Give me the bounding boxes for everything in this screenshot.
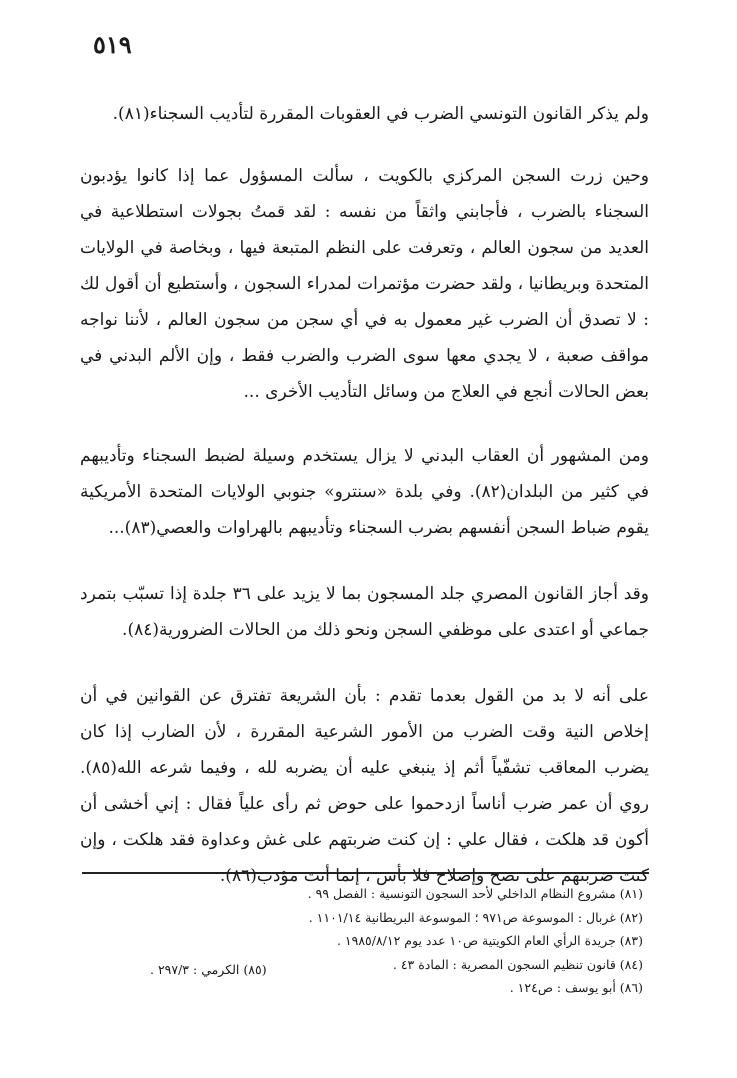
- main-text: [80, 96, 649, 894]
- footnote: (٨٦) أبو يوسف : ص١٢٤ .: [509, 980, 643, 995]
- footnote: (٨١) مشروع النظام الداخلي لأحد السجون التونسية : الفصل ٩٩ .: [307, 886, 643, 901]
- footnote: (٨٣) جريدة الرأي العام الكويتية ص١٠ عدد يوم ١٩٨٥/٨/١٢ .: [336, 933, 643, 948]
- paragraph: ومن المشهور أن العقاب البدني لا يزال يستخدم وسيلة لضبط السجناء وتأديبهم في كثير من البلدان(٨٢). وفي بلدة «سنترو» جنوبي الولايات المتحدة الأمريكية يقوم ضباط السجن أنفسهم بضرب السجناء وتأديبهم بالهراوات والعصي(٨٣)...: [80, 446, 649, 538]
- footnote-divider: [82, 872, 649, 874]
- paragraph: ولم يذكر القانون التونسي الضرب في العقوبات المقررة لتأديب السجناء(٨١).: [112, 104, 649, 124]
- paragraph: على أنه لا بد من القول بعدما تقدم : بأن الشريعة تفترق عن القوانين في أن إخلاص النية وقت الضرب من الأمور الشرعية المقررة ، لأن الضارب إذا كان يضرب المعاقب تشفّياً أثم إذ ينبغي عليه أن يضربه لله ، وفيما شرعه الله(٨٥). روي أن عمر ضرب أناساً ازدحموا على حوض ثم رأى علياً فقال : إني أخشى أن أكون قد هلكت ، فقال علي : إن كنت ضربتهم على غش وعداوة فقد هلكت ، وإن كنت ضربتهم على نصح وإصلاح فلا بأس ، إنما أنت مؤدب(٨٦).: [80, 686, 649, 886]
- paragraph: وقد أجاز القانون المصري جلد المسجون بما لا يزيد على ٣٦ جلدة إذا تسبّب بتمرد جماعي أو اعتدى على موظفي السجن ونحو ذلك من الحالات الضرورية(٨٤).: [80, 584, 649, 640]
- footnote: (٨٤) قانون تنظيم السجون المصرية : المادة ٤٣ .: [392, 956, 643, 972]
- page-number: ٥١٩: [93, 30, 132, 59]
- footnotes-list: [223, 882, 643, 1000]
- footnote-side: (٨٥) الكرمي : ٢٩٧/٣ .: [150, 962, 267, 977]
- footnote: (٨٢) غربال : الموسوعة ص٩٧١ ؛ الموسوعة البريطانية ١١٠١/١٤ .: [308, 909, 643, 925]
- paragraph: وحين زرت السجن المركزي بالكويت ، سألت المسؤول عما إذا كانوا يؤدبون السجناء بالضرب ، فأجابني واثقاً من نفسه : لقد قمتُ بجولات استطلاعية في العديد من سجون العالم ، وتعرفت على النظم المتبعة فيها ، وبخاصة في الولايات المتحدة وبريطانيا ، ولقد حضرت مؤتمرات لمدراء السجون ، وأستطيع أن أقول لك : لا تصدق أن الضرب غير معمول به في أي سجن من سجون العالم ، لأننا نواجه مواقف صعبة ، لا يجدي معها سوى الضرب والضرب فقط ، وإن الألم البدني في بعض الحالات أنجع في العلاج من وسائل التأديب الأخرى ...: [80, 166, 649, 402]
